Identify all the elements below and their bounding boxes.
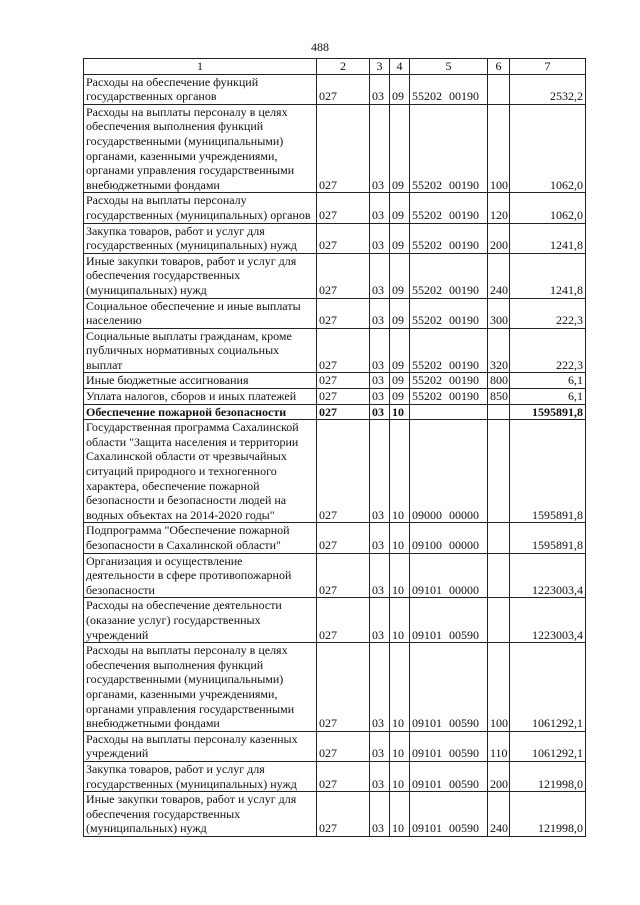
table-row xyxy=(84,643,586,732)
section-code: 03 xyxy=(370,298,390,328)
subsection-code: 09 xyxy=(390,223,410,253)
section-code: 03 xyxy=(370,761,390,791)
subsection-code: 10 xyxy=(390,598,410,643)
table-row xyxy=(84,598,586,643)
section-code: 03 xyxy=(370,104,390,193)
item-name: Закупка товаров, работ и услуг для государственных (муниципальных) нужд xyxy=(84,761,317,791)
amount: 1595891,8 xyxy=(510,420,586,523)
target-item-code: 09101 00000 xyxy=(410,553,488,598)
table-row xyxy=(84,223,586,253)
expense-type-code xyxy=(488,420,510,523)
expense-type-code: 240 xyxy=(488,792,510,837)
admin-code: 027 xyxy=(317,523,370,553)
item-name: Социальные выплаты гражданам, кроме публичных нормативных социальных выплат xyxy=(84,328,317,373)
section-code: 03 xyxy=(370,731,390,761)
admin-code: 027 xyxy=(317,253,370,298)
target-item-code: 55202 00190 xyxy=(410,373,488,389)
section-code: 03 xyxy=(370,553,390,598)
expense-type-code xyxy=(488,404,510,420)
expense-type-code xyxy=(488,553,510,598)
table-row xyxy=(84,253,586,298)
table-row xyxy=(84,404,586,420)
expense-type-code: 300 xyxy=(488,298,510,328)
subsection-code: 09 xyxy=(390,328,410,373)
admin-code: 027 xyxy=(317,193,370,223)
amount: 6,1 xyxy=(510,373,586,389)
table-row xyxy=(84,761,586,791)
amount: 1223003,4 xyxy=(510,598,586,643)
column-header: 7 xyxy=(510,59,586,75)
table-row xyxy=(84,373,586,389)
item-name: Уплата налогов, сборов и иных платежей xyxy=(84,389,317,405)
amount: 1061292,1 xyxy=(510,643,586,732)
amount: 222,3 xyxy=(510,298,586,328)
table-row xyxy=(84,328,586,373)
expense-type-code xyxy=(488,598,510,643)
target-item-code: 55202 00190 xyxy=(410,193,488,223)
amount: 1595891,8 xyxy=(510,404,586,420)
table-row xyxy=(84,792,586,837)
admin-code: 027 xyxy=(317,792,370,837)
expense-type-code: 320 xyxy=(488,328,510,373)
admin-code: 027 xyxy=(317,420,370,523)
subsection-code: 10 xyxy=(390,731,410,761)
section-code: 03 xyxy=(370,223,390,253)
expense-type-code: 200 xyxy=(488,761,510,791)
amount: 1062,0 xyxy=(510,193,586,223)
table-row xyxy=(84,553,586,598)
target-item-code: 55202 00190 xyxy=(410,389,488,405)
amount: 1223003,4 xyxy=(510,553,586,598)
amount: 1241,8 xyxy=(510,253,586,298)
amount: 2532,2 xyxy=(510,74,586,104)
item-name: Социальное обеспечение и иные выплаты населению xyxy=(84,298,317,328)
table-header-row xyxy=(84,59,586,75)
admin-code: 027 xyxy=(317,298,370,328)
admin-code: 027 xyxy=(317,74,370,104)
table-row xyxy=(84,74,586,104)
target-item-code: 09000 00000 xyxy=(410,420,488,523)
admin-code: 027 xyxy=(317,404,370,420)
target-item-code: 55202 00190 xyxy=(410,328,488,373)
admin-code: 027 xyxy=(317,731,370,761)
subsection-code: 10 xyxy=(390,420,410,523)
subsection-code: 09 xyxy=(390,389,410,405)
item-name: Расходы на выплаты персоналу государственных (муниципальных) органов xyxy=(84,193,317,223)
column-header: 4 xyxy=(390,59,410,75)
admin-code: 027 xyxy=(317,553,370,598)
expense-type-code xyxy=(488,523,510,553)
amount: 121998,0 xyxy=(510,792,586,837)
column-header: 1 xyxy=(84,59,317,75)
column-header: 5 xyxy=(410,59,488,75)
admin-code: 027 xyxy=(317,389,370,405)
item-name: Расходы на обеспечение деятельности (оказание услуг) государственных учреждений xyxy=(84,598,317,643)
table-row xyxy=(84,523,586,553)
amount: 6,1 xyxy=(510,389,586,405)
item-name: Иные закупки товаров, работ и услуг для обеспечения государственных (муниципальных) нужд xyxy=(84,792,317,837)
item-name: Расходы на выплаты персоналу в целях обеспечения выполнения функций государственными (муниципальными) органами, казенными учреждениями, органами управления государственными внебюджетными фондами xyxy=(84,104,317,193)
target-item-code: 55202 00190 xyxy=(410,298,488,328)
admin-code: 027 xyxy=(317,104,370,193)
column-header: 3 xyxy=(370,59,390,75)
expense-type-code: 110 xyxy=(488,731,510,761)
table-row xyxy=(84,420,586,523)
target-item-code: 55202 00190 xyxy=(410,253,488,298)
subsection-code: 10 xyxy=(390,761,410,791)
section-code: 03 xyxy=(370,389,390,405)
expense-type-code xyxy=(488,74,510,104)
amount: 1061292,1 xyxy=(510,731,586,761)
expense-type-code: 120 xyxy=(488,193,510,223)
subsection-code: 09 xyxy=(390,298,410,328)
subsection-code: 10 xyxy=(390,643,410,732)
section-code: 03 xyxy=(370,523,390,553)
table-row xyxy=(84,298,586,328)
target-item-code xyxy=(410,404,488,420)
section-code: 03 xyxy=(370,373,390,389)
amount: 222,3 xyxy=(510,328,586,373)
subsection-code: 09 xyxy=(390,253,410,298)
subsection-code: 10 xyxy=(390,792,410,837)
section-code: 03 xyxy=(370,253,390,298)
amount: 121998,0 xyxy=(510,761,586,791)
section-code: 03 xyxy=(370,598,390,643)
expense-type-code: 240 xyxy=(488,253,510,298)
column-header: 6 xyxy=(488,59,510,75)
admin-code: 027 xyxy=(317,328,370,373)
item-name: Организация и осуществление деятельности в сфере противопожарной безопасности xyxy=(84,553,317,598)
column-header: 2 xyxy=(317,59,370,75)
target-item-code: 09101 00590 xyxy=(410,643,488,732)
expense-type-code: 850 xyxy=(488,389,510,405)
subsection-code: 10 xyxy=(390,553,410,598)
item-name: Обеспечение пожарной безопасности xyxy=(84,404,317,420)
admin-code: 027 xyxy=(317,373,370,389)
subsection-code: 10 xyxy=(390,404,410,420)
expense-type-code: 100 xyxy=(488,643,510,732)
subsection-code: 09 xyxy=(390,373,410,389)
target-item-code: 09101 00590 xyxy=(410,792,488,837)
subsection-code: 09 xyxy=(390,193,410,223)
table-row xyxy=(84,731,586,761)
section-code: 03 xyxy=(370,328,390,373)
item-name: Подпрограмма "Обеспечение пожарной безопасности в Сахалинской области" xyxy=(84,523,317,553)
section-code: 03 xyxy=(370,404,390,420)
page-number: 488 xyxy=(311,40,329,54)
admin-code: 027 xyxy=(317,223,370,253)
section-code: 03 xyxy=(370,74,390,104)
item-name: Расходы на обеспечение функций государственных органов xyxy=(84,74,317,104)
subsection-code: 09 xyxy=(390,104,410,193)
amount: 1241,8 xyxy=(510,223,586,253)
section-code: 03 xyxy=(370,792,390,837)
table-row xyxy=(84,193,586,223)
item-name: Государственная программа Сахалинской области "Защита населения и территории Сахалинской области от чрезвычайных ситуаций природного и техногенного характера, обеспечение пожарной безопасности и безопасности людей на водных объектах на 2014-2020 годы" xyxy=(84,420,317,523)
amount: 1595891,8 xyxy=(510,523,586,553)
admin-code: 027 xyxy=(317,761,370,791)
table-row xyxy=(84,104,586,193)
budget-table xyxy=(83,58,586,837)
target-item-code: 55202 00190 xyxy=(410,74,488,104)
admin-code: 027 xyxy=(317,643,370,732)
item-name: Закупка товаров, работ и услуг для государственных (муниципальных) нужд xyxy=(84,223,317,253)
item-name: Иные бюджетные ассигнования xyxy=(84,373,317,389)
target-item-code: 09100 00000 xyxy=(410,523,488,553)
target-item-code: 55202 00190 xyxy=(410,104,488,193)
section-code: 03 xyxy=(370,193,390,223)
table-row xyxy=(84,389,586,405)
item-name: Иные закупки товаров, работ и услуг для обеспечения государственных (муниципальных) нужд xyxy=(84,253,317,298)
target-item-code: 09101 00590 xyxy=(410,731,488,761)
section-code: 03 xyxy=(370,643,390,732)
subsection-code: 10 xyxy=(390,523,410,553)
admin-code: 027 xyxy=(317,598,370,643)
section-code: 03 xyxy=(370,420,390,523)
table-body xyxy=(84,74,586,836)
target-item-code: 09101 00590 xyxy=(410,598,488,643)
subsection-code: 09 xyxy=(390,74,410,104)
item-name: Расходы на выплаты персоналу казенных учреждений xyxy=(84,731,317,761)
item-name: Расходы на выплаты персоналу в целях обеспечения выполнения функций государственными (муниципальными) органами, казенными учреждениями, органами управления государственными внебюджетными фондами xyxy=(84,643,317,732)
expense-type-code: 200 xyxy=(488,223,510,253)
amount: 1062,0 xyxy=(510,104,586,193)
expense-type-code: 800 xyxy=(488,373,510,389)
target-item-code: 55202 00190 xyxy=(410,223,488,253)
target-item-code: 09101 00590 xyxy=(410,761,488,791)
expense-type-code: 100 xyxy=(488,104,510,193)
